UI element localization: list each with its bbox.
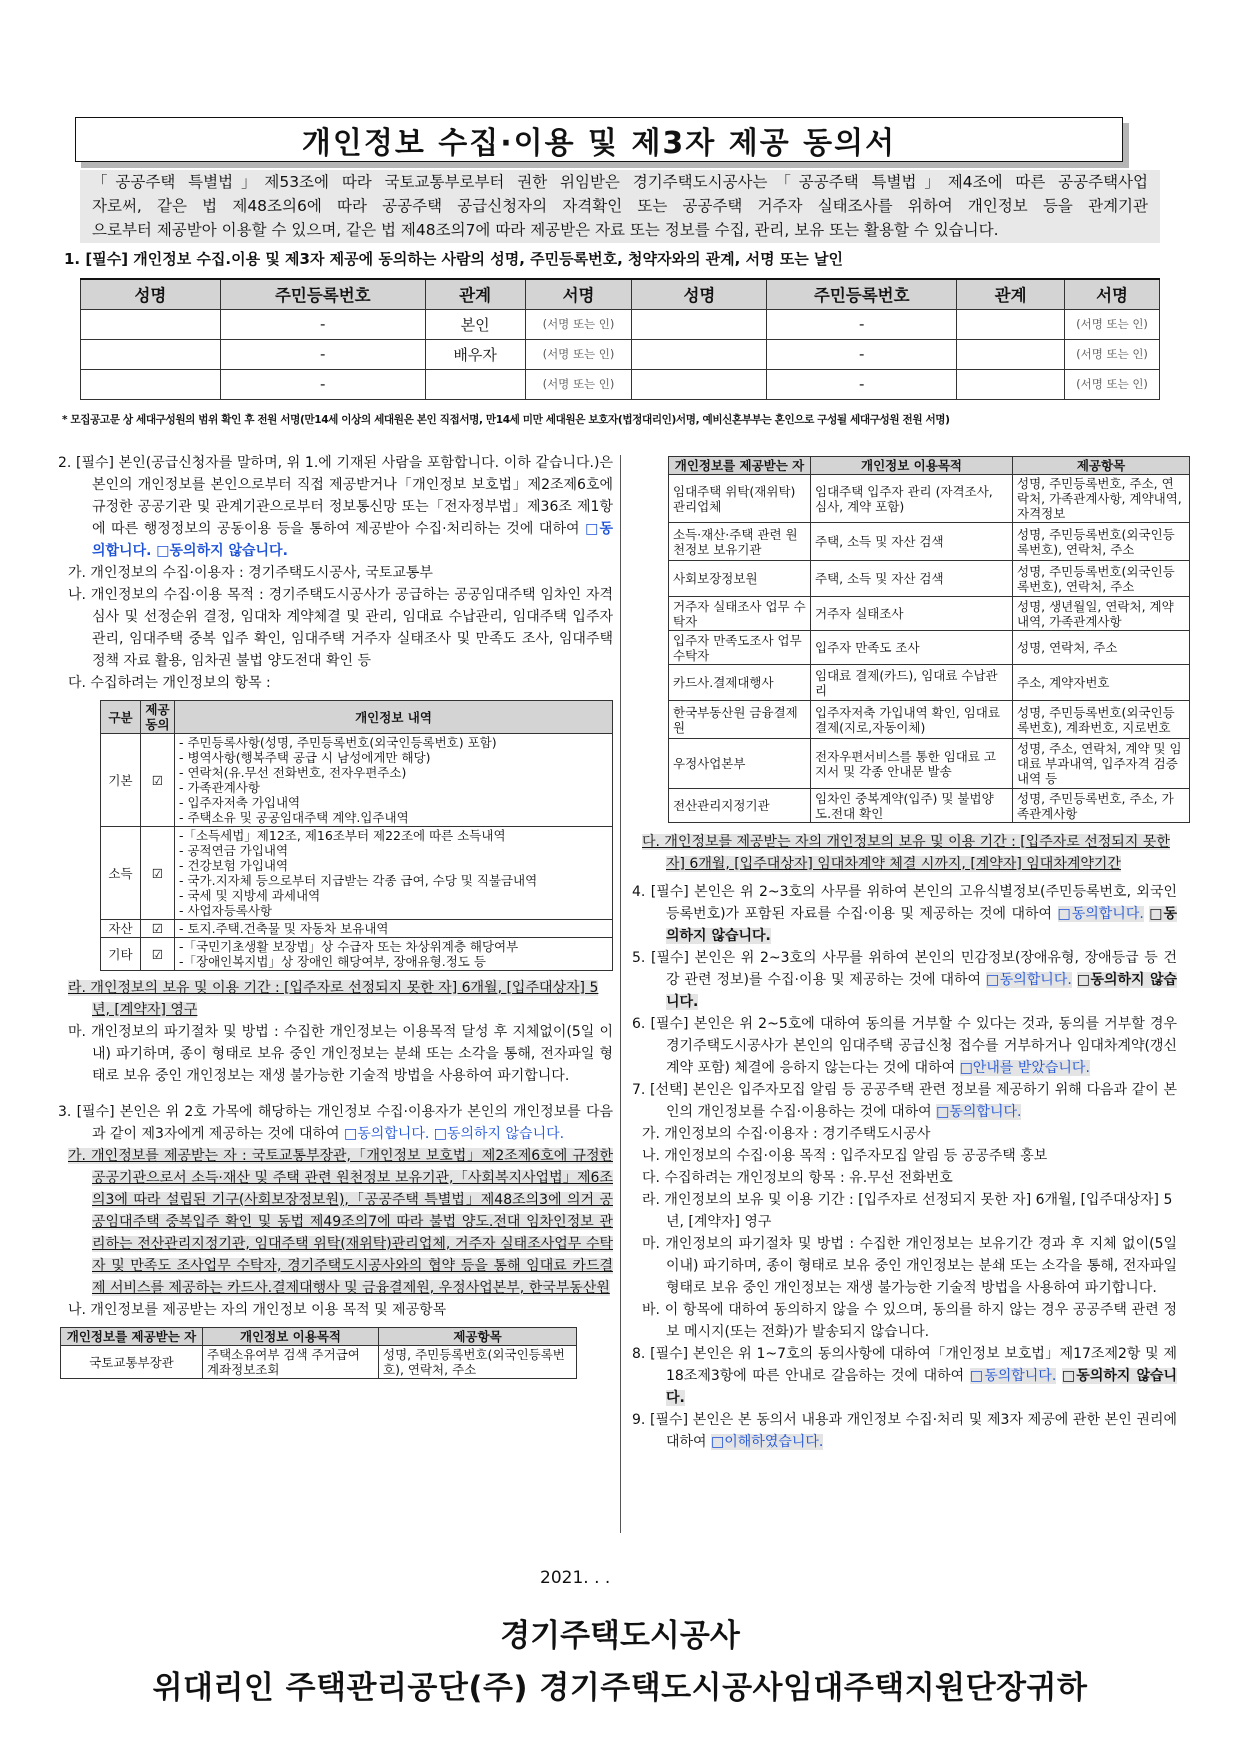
purpose-cell: 임차인 중복계약(입주) 및 불법양도.전대 확인 [811,789,1013,823]
col-items: 제공항목 [1013,457,1190,475]
signature-field[interactable]: (서명 또는 인) [1065,309,1160,339]
items-cell: 성명, 주민등록번호, 주소, 가족관계사항 [1013,789,1190,823]
relation-cell: 배우자 [425,339,525,369]
intro-line: 「공공주택 특별법」제53조에 따라 국토교통부로부터 권한 위임받은 경기주택도시공사는「공공주택 특별법」제4조에 따른 공공주택사업 [92,173,1148,191]
details-cell [175,827,613,920]
column-divider [620,455,621,1533]
purpose-cell: 입주자 만족도 조사 [811,631,1013,665]
item-da: 다. 수집하려는 개인정보의 항목 : [68,675,271,691]
detail-item: - 국가.지자체 등으로부터 지급받는 각종 급여, 수당 및 직불금내역 [179,873,538,888]
recipients-text: 가. 개인정보를 제공받는 자 : 국토교통부장관,「개인정보 보호법」제2조제6호에 규정한 공공기관으로서 소득·재산 및 주택 관련 원천정보 보유기관,「사회복지사업법」제6조의3에 따라 설립된 기구(사회보장정보원),「공공주택 특별법」제48조의3에 의거 공공임대주택 중복입주 확인 및 동법 제49조의7에 따라 불법 양도.전대 임차인정보 관리하는 전산관리지정기관, 임대주택 위탁(재위탁)관리업체, 거주자 실태조사업무 수탁자 및 만족도 조사업무 수탁자, 경기주택도시공사와의 협약 등을 통해 임대료 카드결제 서비스를 제공하는 카드사.결제대행사 및 금융결제원, 우정사업본부, 한국부동산원 [68,1148,613,1296]
section-8-text: 8. [필수] 본인은 위 1~7호의 동의사항에 대하여「개인정보 보호법」제17조제2항 및 제18조제3항에 따른 안내로 갈음하는 것에 대하여 [632,1346,1177,1384]
items-cell: 주소, 계약자번호 [1013,665,1190,701]
detail-item: - 주택소유 및 공공임대주택 계약.입주내역 [179,810,409,825]
section-3 [58,1101,613,1145]
section-2 [58,452,613,562]
item-na: 나. 개인정보의 수집·이용 목적 : 경기주택도시공사가 공급하는 공공임대주택 임차인 자격 심사 및 선정순위 결정, 임대차 계약체결 및 관리, 임대료 수납관리, 임대주택 입주자 관리, 임대주택 중복 입주 확인, 임대주택 거주자 실태조사 및 만족도 조사, 임대주택 정책 자료 활용, 임차권 불법 양도전대 확인 등 [68,587,613,669]
third-party-recipients [58,1145,613,1299]
detail-item: - 공적연금 가입내역 [179,843,289,858]
rrn-field[interactable]: - [220,369,425,399]
items-row-income [101,827,613,920]
intro-paragraph [80,170,1160,243]
items-cell: 성명, 주민등록번호, 주소, 연락처, 가족관계사항, 계약내역, 자격정보 [1013,475,1190,523]
section-6 [632,1013,1177,1079]
category-label: 기본 [101,734,141,827]
signature-field[interactable]: (서명 또는 인) [525,369,632,399]
rrn-field[interactable]: - [767,309,957,339]
section-7-consent[interactable]: □동의합니다. [936,1104,1022,1120]
consent-checkbox[interactable]: ☑ [141,920,175,938]
section-9-text: 9. [필수] 본인은 본 동의서 내용과 개인정보 수집·처리 및 제3자 제공에 관한 본인 권리에 대하여 [632,1412,1177,1450]
retention-recipients [632,831,1177,875]
col-purpose: 개인정보 이용목적 [811,457,1013,475]
table-row [669,523,1190,561]
purpose-cell: 주택소유여부 검색 주거급여 계좌정보조회 [203,1346,379,1379]
section-4-consent[interactable]: □동의합니다. [1057,906,1144,922]
section-9-confirm[interactable]: □이해하였습니다. [711,1434,824,1450]
purpose-cell: 전자우편서비스를 통한 임대료 고지서 및 각종 안내문 발송 [811,739,1013,789]
section-2-text: 2. [필수] 본인(공급신청자를 말하며, 위 1.에 기재된 사람을 포함합니다. 이하 같습니다.)은 본인의 개인정보를 본인으로부터 직접 제공받거나「개인정보 보호법」제2조제6호에 규정한 공공기관 및 관계기관으로부터 정보통신망 또는「전자정부법」제36조 제1항에 따른 행정정보의 공동이용 등을 통하여 제공받아 수집·처리하는 것에 대하여 [58,455,613,537]
details-cell [175,938,613,971]
section-3-consent[interactable]: □동의합니다. □동의하지 않습니다. [344,1126,565,1142]
category-label: 자산 [101,920,141,938]
s7-item: 가. 개인정보의 수집·이용자 : 경기주택도시공사 [642,1126,931,1142]
section-5 [632,947,1177,1013]
col-category: 구분 [101,701,141,734]
rrn-field[interactable]: - [767,369,957,399]
col-sign: 서명 [525,279,632,309]
item-ga: 가. 개인정보의 수집·이용자 : 경기주택도시공사, 국토교통부 [68,565,433,581]
table-row [669,739,1190,789]
table-row [669,631,1190,665]
section-7-text: 7. [선택] 본인은 입주자모집 알림 등 공공주택 관련 정보를 제공하기 위해 다음과 같이 본인의 개인정보를 수집·이용하는 것에 대하여 [632,1082,1177,1120]
s7-item: 마. 개인정보의 파기절차 및 방법 : 수집한 개인정보는 보유기간 경과 후 지체 없이(5일 이내) 파기하며, 종이 형태로 보유 중인 개인정보는 분쇄 또는 소각을 통해, 전자파일 형태로 보유 중인 개인정보는 재생 불가능한 기술적 방법을 사용하여 파기합니다. [642,1236,1177,1296]
recipient-cell: 국토교통부장관 [61,1346,203,1379]
item-ra [58,977,613,1021]
rrn-field[interactable]: - [220,339,425,369]
detail-item: - 연락처(유.무선 전화번호, 전자우편주소) [179,765,407,780]
document-title: 개인정보 수집·이용 및 제3자 제공 동의서 [75,117,1123,162]
name-field[interactable] [632,339,767,369]
section-8-refuse[interactable]: □동의하지 않습니다. [666,1368,1178,1406]
col-rrn: 주민등록번호 [220,279,425,309]
s7-item: 나. 개인정보의 수집·이용 목적 : 입주자모집 알림 등 공공주택 홍보 [642,1148,1048,1164]
retention-recipients-text: 다. 개인정보를 제공받는 자의 개인정보의 보유 및 이용 기간 : [입주자로 선정되지 못한 자] 6개월, [입주대상자] 임대차계약 체결 시까지, [계약자] 임대차계약기간 [642,834,1170,872]
items-cell: 성명, 주민등록번호(외국인등록번호), 연락처, 주소 [1013,523,1190,561]
date-field[interactable]: 2021. . . [540,1568,611,1588]
moltm-provision-table [60,1327,577,1379]
relation-field[interactable] [957,309,1065,339]
s7-item: 바. 이 항목에 대하여 동의하지 않을 수 있으며, 동의를 하지 않는 경우 공공주택 관련 정보 메시지(또는 전화)가 발송되지 않습니다. [642,1302,1177,1340]
item-na-purpose: 나. 개인정보를 제공받는 자의 개인정보 이용 목적 및 제공항목 [68,1302,447,1318]
section-4-text: 4. [필수] 본인은 위 2~3호의 사무를 위하여 본인의 고유식별정보(주민등록번호, 외국인등록번호)가 포함된 자료를 수집·이용 및 제공하는 것에 대하여 [632,884,1177,922]
section-2-consent[interactable]: □동의합니다. □동의하지 않습니다. [92,521,613,559]
signature-row [81,369,1160,399]
recipient-cell: 입주자 만족도조사 업무 수탁자 [669,631,811,665]
section-9 [632,1409,1177,1453]
category-label: 소득 [101,827,141,920]
col-recipient: 개인정보를 제공받는 자 [61,1328,203,1346]
purpose-cell: 임대료 결제(카드), 임대료 수납관리 [811,665,1013,701]
col-consent: 제공동의 [141,701,175,734]
details-cell [175,734,613,827]
s7-item: 라. 개인정보의 보유 및 이용 기간 : [입주자로 선정되지 못한 자] 6개월, [입주대상자] 5년, [계약자] 영구 [642,1192,1173,1230]
signature-table [80,278,1160,400]
personal-info-items-table [100,700,613,971]
section-4 [632,881,1177,947]
purpose-cell: 입주자저축 가입내역 확인, 임대료 결제(지로,자동이체) [811,701,1013,739]
rrn-field[interactable]: - [220,309,425,339]
recipients-table [668,456,1190,823]
section-8-consent[interactable]: □동의합니다. [969,1368,1057,1384]
col-items: 제공항목 [379,1328,577,1346]
purpose-cell: 임대주택 입주자 관리 (자격조사, 심사, 계약 포함) [811,475,1013,523]
signature-row [81,339,1160,369]
intro-line: 으로부터 제공받아 이용할 수 있으며, 같은 법 제48조의7에 따라 제공받은 자료 또는 정보를 수집, 관리, 보유 또는 활용할 수 있습니다. [92,221,999,239]
col-relation: 관계 [957,279,1065,309]
section-6-text: 6. [필수] 본인은 위 2~5호에 대하여 동의를 거부할 수 있다는 것과, 동의를 거부할 경우 경기주택도시공사가 본인의 임대주택 공급신청 접수를 거부하거나 임대차계약(갱신계약 포함) 체결에 응하지 않는다는 것에 대하여 [632,1016,1177,1076]
recipient-cell: 임대주택 위탁(재위탁) 관리업체 [669,475,811,523]
items-cell: 성명, 연락처, 주소 [1013,631,1190,665]
col-details: 개인정보 내역 [175,701,613,734]
relation-field[interactable] [957,369,1065,399]
detail-item: - 토지.주택.건축물 및 자동차 보유내역 [179,921,389,936]
name-field[interactable] [632,369,767,399]
col-relation: 관계 [425,279,525,309]
section-5-text: 5. [필수] 본인은 위 2~3호의 사무를 위하여 본인의 민감정보(장애유형, 장애등급 등 건강 관련 정보)를 수집·이용 및 제공하는 것에 대하여 [632,950,1177,988]
col-rrn: 주민등록번호 [767,279,957,309]
detail-item: -「장애인복지법」상 장애인 해당여부, 장애유형.정도 등 [179,954,486,969]
intro-line: 자로써, 같은 법 제48조의6에 따라 공공주택 공급신청자의 자격확인 또는 공공주택 거주자 실태조사를 위하여 개인정보 등을 관계기관 [92,197,1148,215]
section-5-consent[interactable]: □동의합니다. [986,972,1072,988]
detail-item: - 입주자저축 가입내역 [179,795,301,810]
relation-cell: 본인 [425,309,525,339]
purpose-cell: 거주자 실태조사 [811,597,1013,631]
recipient-cell: 거주자 실태조사 업무 수탁자 [669,597,811,631]
name-field[interactable] [81,369,221,399]
col-sign: 서명 [1065,279,1160,309]
right-column [632,456,1182,1453]
s7-item: 다. 수집하려는 개인정보의 항목 : 유.무선 전화번호 [642,1170,953,1186]
recipient-cell: 우정사업본부 [669,739,811,789]
recipient-cell: 소득·재산·주택 관련 원천정보 보유기관 [669,523,811,561]
relation-field[interactable] [425,369,525,399]
table-row [669,561,1190,597]
col-name: 성명 [81,279,221,309]
section-7 [632,1079,1177,1123]
detail-item: -「국민기초생활 보장법」상 수급자 또는 차상위계층 해당여부 [179,939,519,954]
detail-item: - 주민등록사항(성명, 주민등록번호(외국인등록번호) 포함) [179,735,497,750]
signature-field[interactable]: (서명 또는 인) [525,309,632,339]
items-row-etc [101,938,613,971]
purpose-cell: 주택, 소득 및 자산 검색 [811,523,1013,561]
name-field[interactable] [81,339,221,369]
items-cell: 성명, 주소, 연락처, 계약 및 임대료 부과내역, 입주자격 검증내역 등 [1013,739,1190,789]
recipient-cell: 전산관리지정기관 [669,789,811,823]
detail-item: - 사업자등록사항 [179,903,273,918]
recipient-cell: 한국부동산원 금융결제원 [669,701,811,739]
detail-item: - 건강보험 가입내역 [179,858,289,873]
col-recipient: 개인정보를 제공받는 자 [669,457,811,475]
detail-item: -「소득세법」제12조, 제16조부터 제22조에 따른 소득내역 [179,828,506,843]
table-row [669,789,1190,823]
items-cell: 성명, 주민등록번호(외국인등록번호), 연락처, 주소 [1013,561,1190,597]
consent-checkbox[interactable]: ☑ [141,938,175,971]
col-name: 성명 [632,279,767,309]
signature-row [81,309,1160,339]
table-row [669,665,1190,701]
table-row [61,1346,577,1379]
table-row [669,475,1190,523]
relation-field[interactable] [957,339,1065,369]
section-5-refuse[interactable]: □동의하지 않습니다. [666,972,1177,1010]
recipient-cell: 카드사.결제대행사 [669,665,811,701]
signature-field[interactable]: (서명 또는 인) [1065,339,1160,369]
items-cell: 성명, 주민등록번호(외국인등록번호), 연락처, 주소 [379,1346,577,1379]
rrn-field[interactable]: - [767,339,957,369]
section-1-heading: 1. [필수] 개인정보 수집.이용 및 제3자 제공에 동의하는 사람의 성명, 주민등록번호, 청약자와의 관계, 서명 또는 날인 [64,250,843,268]
signature-field[interactable]: (서명 또는 인) [1065,369,1160,399]
consent-checkbox[interactable]: ☑ [141,827,175,920]
detail-item: - 국세 및 지방세 과세내역 [179,888,321,903]
section-3-text: 3. [필수] 본인은 위 2호 가목에 해당하는 개인정보 수집·이용자가 본인의 개인정보를 다음과 같이 제3자에게 제공하는 것에 대하여 [58,1104,613,1142]
purpose-cell: 주택, 소득 및 자산 검색 [811,561,1013,597]
table-row [669,701,1190,739]
items-cell: 성명, 생년월일, 연락처, 계약내역, 가족관계사항 [1013,597,1190,631]
items-row-asset [101,920,613,938]
recipient-cell: 사회보장정보원 [669,561,811,597]
details-cell [175,920,613,938]
section-4-refuse[interactable]: □동의하지 않습니다. [666,906,1177,944]
consent-checkbox[interactable]: ☑ [141,734,175,827]
name-field[interactable] [81,309,221,339]
name-field[interactable] [632,309,767,339]
retention-period: 라. 개인정보의 보유 및 이용 기간 : [입주자로 선정되지 못한 자] 6개월, [입주대상자] 5년, [계약자] 영구 [68,980,599,1018]
signature-field[interactable]: (서명 또는 인) [525,339,632,369]
category-label: 기타 [101,938,141,971]
table-row [669,597,1190,631]
organization-name: 경기주택도시공사 [500,1618,740,1654]
left-column [58,452,613,1379]
detail-item: - 병역사항(행복주택 공급 시 남성에게만 해당) [179,750,431,765]
items-row-basic [101,734,613,827]
section-8 [632,1343,1177,1409]
addressee: 위대리인 주택관리공단(주) 경기주택도시공사임대주택지원단장귀하 [152,1670,1088,1706]
detail-item: - 가족관계사항 [179,780,260,795]
col-purpose: 개인정보 이용목적 [203,1328,379,1346]
signature-note: * 모집공고문 상 세대구성원의 범위 확인 후 전원 서명(만14세 이상의 세대원은 본인 직접서명, 만14세 미만 세대원은 보호자(법정대리인)서명, 예비신혼부부는 혼인으로 구성될 세대구성원 전원 서명) [62,414,950,426]
item-ma: 마. 개인정보의 파기절차 및 방법 : 수집한 개인정보는 이용목적 달성 후 지체없이(5일 이내) 파기하며, 종이 형태로 보유 중인 개인정보는 분쇄 또는 소각을 통해, 전자파일 형태로 보유 중인 개인정보는 재생 불가능한 기술적 방법을 사용하여 파기합니다. [68,1024,613,1084]
items-cell: 성명, 주민등록번호(외국인등록번호), 계좌번호, 지로번호 [1013,701,1190,739]
section-6-confirm[interactable]: □안내를 받았습니다. [959,1060,1090,1076]
